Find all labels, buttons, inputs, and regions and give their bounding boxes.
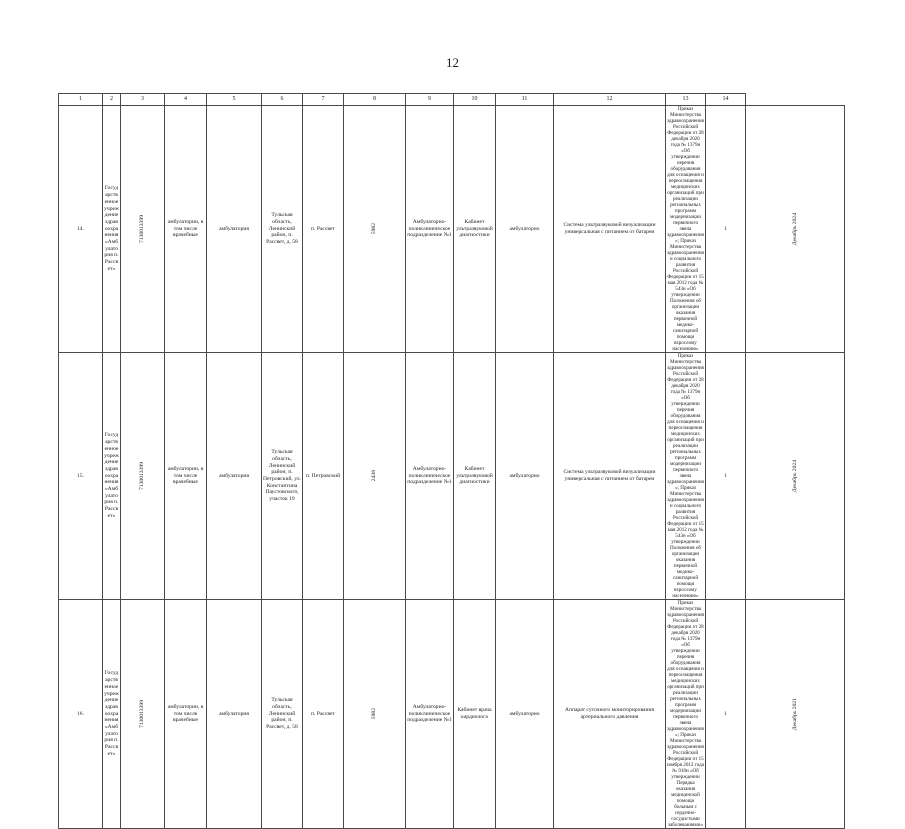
room: Кабинет врача кардиолога bbox=[454, 600, 496, 829]
row-number: 14. bbox=[59, 106, 103, 353]
page-number: 12 bbox=[446, 55, 459, 70]
org-code-cell bbox=[121, 600, 165, 829]
deadline-cell bbox=[746, 353, 845, 600]
locality: п. Рассвет bbox=[303, 106, 344, 353]
col-header: 2 bbox=[103, 94, 121, 106]
col-header: 8 bbox=[344, 94, 406, 106]
room: Кабинет ультразвуковой диагностики bbox=[454, 353, 496, 600]
population-cell bbox=[344, 600, 406, 829]
col-header: 3 bbox=[121, 94, 165, 106]
col-header: 5 bbox=[207, 94, 262, 106]
population: 5982 bbox=[371, 708, 378, 720]
address: Тульская область, Ленинский район, п. Рассвет, д. 58 bbox=[262, 106, 303, 353]
quantity: 1 bbox=[706, 353, 746, 600]
col-header: 13 bbox=[666, 94, 706, 106]
legal-basis: Приказ Министерства здравоохранения Российской Федерации от 28 декабря 2020 года № 1379н «Об утверждении перечня оборудования для оснащения и переоснащения медицинских организаций при реализации региональных программ модернизации первичного звена здравоохранения»; Приказ Министерства здравоохранения Российской Федерации от 15 ноября 2012 года № 918н «Об утверждении Порядка оказания медицинской помощи больным с сердечно-сосудистыми заболеваниями» bbox=[667, 600, 704, 828]
col-header: 7 bbox=[303, 94, 344, 106]
division: Амбулаторно-поликлиническое подразделение №1 bbox=[406, 353, 454, 600]
population-cell bbox=[344, 106, 406, 353]
table-row bbox=[59, 353, 845, 600]
col-header: 14 bbox=[706, 94, 746, 106]
deadline: Декабрь 2024 bbox=[791, 212, 798, 246]
facility-subtype: амбулатория bbox=[207, 353, 262, 600]
deadline: Декабрь 2024 bbox=[791, 459, 798, 493]
locality: п. Петровский bbox=[303, 353, 344, 600]
address: Тульская область, Ленинский район, п. Петровский, ул. Константина Паустовского, участок 19 bbox=[262, 353, 303, 600]
facility-subtype: амбулатория bbox=[207, 106, 262, 353]
facility-type: амбулатории, в том числе врачебные bbox=[165, 600, 207, 829]
org-name: Государственное учреждение здравоохранения «Амбулатория п. Рассвет» bbox=[103, 106, 121, 353]
address: Тульская область, Ленинский район, п. Рассвет, д. 58 bbox=[262, 600, 303, 829]
quantity: 1 bbox=[706, 600, 746, 829]
equipment: Система ультразвуковой визуализации универсальная с питанием от батареи bbox=[554, 106, 666, 353]
population-cell bbox=[344, 353, 406, 600]
header-row bbox=[59, 94, 845, 106]
org-name: Государственное учреждение здравоохранения «Амбулатория п. Рассвет» bbox=[103, 353, 121, 600]
deadline-cell bbox=[746, 106, 845, 353]
division: Амбулаторно-поликлиническое подразделение №1 bbox=[406, 106, 454, 353]
col-header: 1 bbox=[59, 94, 103, 106]
col-header: 10 bbox=[454, 94, 496, 106]
row-number: 16. bbox=[59, 600, 103, 829]
table-row bbox=[59, 600, 845, 829]
equipment-table bbox=[58, 93, 845, 829]
legal-basis: Приказ Министерства здравоохранения Российской Федерации от 28 декабря 2020 года № 1379н «Об утверждении перечня оборудования для оснащения и переоснащения медицинских организаций при реализации региональных программ модернизации первичного звена здравоохранения»; Приказ Министерства здравоохранения и социального развития Российской Федерации от 15 мая 2012 года № 543н «Об утверждении Положения об организации оказания первичной медико-санитарной помощи взрослому населению» bbox=[667, 106, 704, 352]
org-code: 7130013399 bbox=[139, 462, 146, 490]
table-row bbox=[59, 106, 845, 353]
quantity: 1 bbox=[706, 106, 746, 353]
col-header: 4 bbox=[165, 94, 207, 106]
facility-type: амбулатории, в том числе врачебные bbox=[165, 106, 207, 353]
row-number: 15. bbox=[59, 353, 103, 600]
care-form: амбулаторно bbox=[496, 106, 554, 353]
facility-subtype: амбулатория bbox=[207, 600, 262, 829]
locality: п. Рассвет bbox=[303, 600, 344, 829]
col-header: 11 bbox=[496, 94, 554, 106]
population: 5982 bbox=[371, 223, 378, 235]
facility-type: амбулатории, в том числе врачебные bbox=[165, 353, 207, 600]
care-form: амбулаторно bbox=[496, 600, 554, 829]
deadline: Декабрь 2021 bbox=[791, 697, 798, 731]
population: 2438 bbox=[371, 470, 378, 482]
org-code: 7130013399 bbox=[139, 215, 146, 243]
division: Амбулаторно-поликлиническое подразделение №1 bbox=[406, 600, 454, 829]
org-code: 7130013399 bbox=[139, 700, 146, 728]
org-code-cell bbox=[121, 353, 165, 600]
org-name: Государственное учреждение здравоохранения «Амбулатория п. Рассвет» bbox=[103, 600, 121, 829]
col-header: 9 bbox=[406, 94, 454, 106]
deadline-cell bbox=[746, 600, 845, 829]
legal-basis: Приказ Министерства здравоохранения Российской Федерации от 28 декабря 2020 года № 1379н «Об утверждении перечня оборудования для оснащения и переоснащения медицинских организаций при реализации региональных программ модернизации первичного звена здравоохранения»; Приказ Министерства здравоохранения и социального развития Российской Федерации от 15 мая 2012 года № 543н «Об утверждении Положения об организации оказания первичной медико-санитарной помощи взрослому населению» bbox=[667, 353, 704, 599]
equipment: Аппарат суточного мониторирования артериального давления bbox=[554, 600, 666, 829]
col-header: 6 bbox=[262, 94, 303, 106]
col-header: 12 bbox=[554, 94, 666, 106]
room: Кабинет ультразвуковой диагностики bbox=[454, 106, 496, 353]
org-code-cell bbox=[121, 106, 165, 353]
equipment: Система ультразвуковой визуализации универсальная с питанием от батареи bbox=[554, 353, 666, 600]
care-form: амбулаторно bbox=[496, 353, 554, 600]
